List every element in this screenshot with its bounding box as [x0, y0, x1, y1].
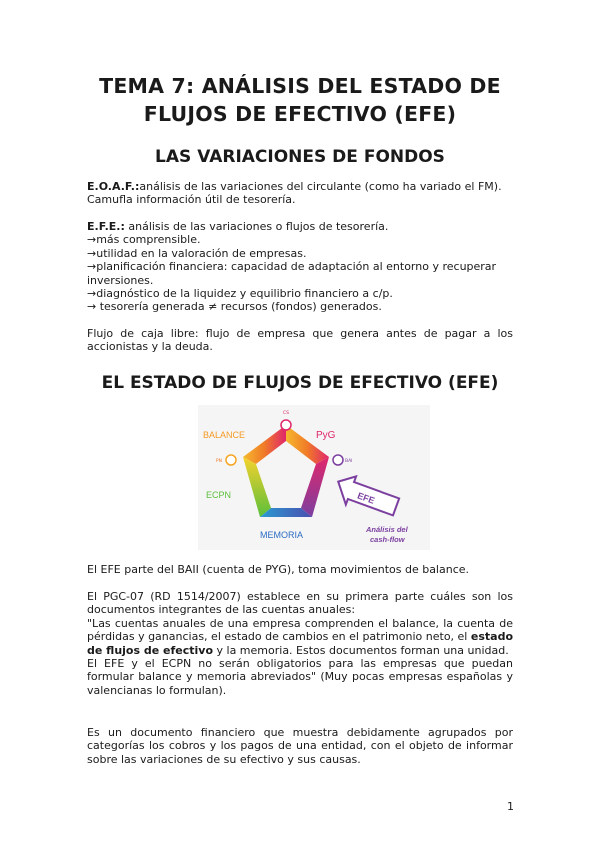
- bullet-item: →utilidad en la valoración de empresas.: [87, 246, 307, 260]
- flujo-caja-paragraph: [87, 327, 513, 354]
- pgc-quote-pre: "Las cuentas anuales de una empresa comprenden el balance, la cuenta de pérdidas y ganancias, el estado de cambios en el patrimonio neto, el: [87, 616, 513, 644]
- cuentas-anuales-figure: [198, 405, 430, 550]
- label-pyg: PyG: [316, 430, 336, 441]
- eoaf-term: E.O.A.F.:: [87, 180, 140, 193]
- node-circle-top: [281, 420, 291, 430]
- documento-financiero-text: Es un documento financiero que muestra debidamente agrupados por categorías los cobros y los pagos de una entidad, con el objeto de informar sobre las variaciones de su efectivo y sus causas.: [87, 726, 513, 766]
- efe-baii-text: El EFE parte del BAII (cuenta de PYG), toma movimientos de balance.: [87, 563, 470, 576]
- label-memoria: MEMORIA: [260, 530, 304, 540]
- page-number: 1: [507, 800, 514, 813]
- bullet-item: →más comprensible.: [87, 233, 201, 247]
- bullet-item: →diagnóstico de la liquidez y equilibrio financiero a c/p.: [87, 287, 393, 301]
- efe-term: E.F.E.:: [87, 220, 125, 233]
- section-heading-efe: EL ESTADO DE FLUJOS DE EFECTIVO (EFE): [101, 373, 499, 393]
- small-label-left: PN: [215, 459, 222, 464]
- node-circle-left: [226, 455, 236, 465]
- flujo-caja-text: Flujo de caja libre: flujo de empresa que genera antes de pagar a los accionistas y la deuda.: [87, 327, 513, 354]
- pgc-quote-bold: estado de flujos de efectivo: [87, 630, 513, 657]
- pgc-intro: El PGC-07 (RD 1514/2007) establece en su primera parte cuáles son los documentos integrantes de las cuentas anuales:: [87, 590, 513, 617]
- documento-financiero-paragraph: [87, 726, 513, 766]
- bullet-item: →planificación financiera: capacidad de adaptación al entorno y recuperar inversiones.: [87, 260, 497, 287]
- title-line-1: TEMA 7: ANÁLISIS DEL ESTADO DE: [99, 74, 501, 98]
- label-balance: BALANCE: [203, 430, 246, 440]
- efe-text: análisis de las variaciones o flujos de tesorería.: [124, 220, 389, 233]
- eoaf-paragraph: [87, 180, 513, 207]
- efe-definition: [87, 220, 513, 314]
- bullet-item: → tesorería generada ≠ recursos (fondos) generados.: [87, 300, 382, 314]
- label-ecpn: ECPN: [206, 490, 232, 500]
- page-title: [60, 72, 540, 128]
- pgc-quote-post: y la memoria. Estos documentos forman una unidad.: [213, 643, 509, 657]
- label-analisis-1: Análisis del: [366, 525, 408, 534]
- eoaf-text: análisis de las variaciones del circulante (como ha variado el FM). Camufla información útil de tesorería.: [87, 180, 502, 207]
- pgc-paragraph: [87, 590, 513, 697]
- label-analisis-2: cash-flow: [370, 535, 405, 544]
- efe-baii-paragraph: [87, 563, 513, 576]
- pgc-quote: [87, 617, 513, 657]
- title-line-2: FLUJOS DE EFECTIVO (EFE): [143, 102, 457, 126]
- section-heading-variaciones: LAS VARIACIONES DE FONDOS: [155, 147, 445, 167]
- small-label-top: CS: [283, 411, 289, 416]
- small-label-right: BAI: [345, 459, 353, 464]
- node-circle-right: [333, 455, 343, 465]
- label-efe-arrow: EFE: [356, 490, 376, 506]
- pgc-ecpn-note: El EFE y el ECPN no serán obligatorios para las empresas que puedan formular balance y memoria abreviados" (Muy pocas empresas españolas y valencianas lo formulan).: [87, 657, 513, 697]
